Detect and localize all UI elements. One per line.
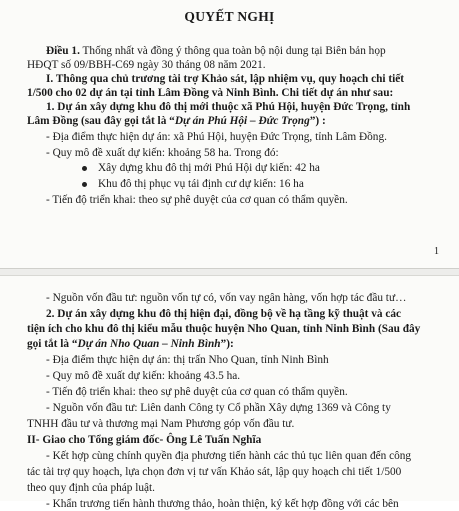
page-number: 1 [434, 246, 439, 257]
bullet-icon [82, 182, 87, 187]
task-1-line-2: tác tài trợ quy hoạch, lựa chọn đơn vị tư vấn Khảo sát, lập quy hoạch chi tiết 1/500 [27, 466, 402, 478]
task-1-line-3: theo quy định của pháp luật. [27, 482, 156, 494]
project-2-investor-line-1: - Nguồn vốn đầu tư: Liên danh Công ty Cổ phần Xây dựng 1369 và Công ty [46, 402, 391, 414]
project-1-heading-line-1: 1. Dự án xây dựng khu đô thị mới thuộc xã Phú Hội, huyện Đức Trọng, tỉnh [46, 101, 411, 113]
section-2-heading: II- Giao cho Tổng giám đốc- Ông Lê Tuấn Nghĩa [27, 434, 262, 446]
project-1-short-name: Dự án Phú Hội – Đức Trọng [174, 115, 310, 127]
article-1-line-1 [46, 44, 386, 58]
article-1-line-2: HĐQT số 09/BBH-C69 ngày 30 tháng 08 năm 2021. [27, 59, 266, 71]
project-1-funding: - Nguồn vốn đầu tư: nguồn vốn tự có, vốn vay ngân hàng, vốn hợp tác đầu tư… [46, 292, 407, 304]
project-2-scale: - Quy mô đề xuất dự kiến: khoảng 43.5 ha. [46, 370, 241, 382]
project-1-heading-line-2: Lâm Đồng (sau đây gọi tắt là “Dự án Phú Hội – Đức Trọng”) : [27, 115, 326, 127]
project-2-heading-line-2: tiện ích cho khu đô thị kiểu mẫu thuộc huyện Nho Quan, tỉnh Ninh Bình (Sau đây [27, 323, 421, 335]
bullet-icon [82, 166, 87, 171]
section-1-heading-line-2: 1/500 cho 02 dự án tại tỉnh Lâm Đồng và Ninh Bình. Chi tiết dự án như sau: [27, 87, 394, 99]
project-2-location: - Địa điểm thực hiện dự án: thị trấn Nho Quan, tỉnh Ninh Bình [46, 354, 329, 366]
project-1-scale: - Quy mô đề xuất dự kiến: khoảng 58 ha. Trong đó: [46, 147, 279, 159]
project-1-progress: - Tiến độ triển khai: theo sự phê duyệt của cơ quan có thẩm quyền. [46, 194, 348, 206]
project-1-location: - Địa điểm thực hiện dự án: xã Phú Hội, huyện Đức Trọng, tỉnh Lâm Đồng. [46, 131, 387, 143]
task-2-line-1: - Khẩn trương tiến hành thương thảo, hoàn thiện, ký kết hợp đồng với các bên [46, 498, 399, 510]
section-1-heading-line-1: I. Thông qua chủ trương tài trợ Khảo sát, lập nhiệm vụ, quy hoạch chi tiết [46, 73, 405, 85]
project-2-heading-line-3: gọi tắt là “Dự án Nho Quan – Ninh Bình”): [27, 338, 234, 350]
page-title: QUYẾT NGHỊ [184, 9, 275, 24]
project-2-progress: - Tiến độ triển khai: theo sự phê duyệt của cơ quan có thẩm quyền. [46, 386, 348, 398]
project-1-bullet-2: Khu đô thị phục vụ tái định cư dự kiến: 16 ha [98, 178, 304, 190]
article-1-text: Thống nhất và đồng ý thông qua toàn bộ nội dung tại Biên bản họp [79, 45, 386, 57]
document-page-2 [0, 275, 459, 510]
task-1-line-1: - Kết hợp cùng chính quyền địa phương tiến hành các thủ tục liên quan đến công [46, 450, 412, 462]
project-2-investor-line-2: TNHH đầu tư và thương mại Nam Phương góp vốn đầu tư. [27, 418, 295, 430]
project-2-short-name: Dự án Nho Quan – Ninh Bình [77, 338, 221, 350]
project-2-heading-line-1: 2. Dự án xây dựng khu đô thị hiện đại, đồng bộ về hạ tầng kỹ thuật và các [46, 308, 402, 320]
article-1-label: Điều 1. [46, 45, 80, 57]
project-1-bullet-1: Xây dựng khu đô thị mới Phú Hội dự kiến: 42 ha [98, 162, 320, 174]
